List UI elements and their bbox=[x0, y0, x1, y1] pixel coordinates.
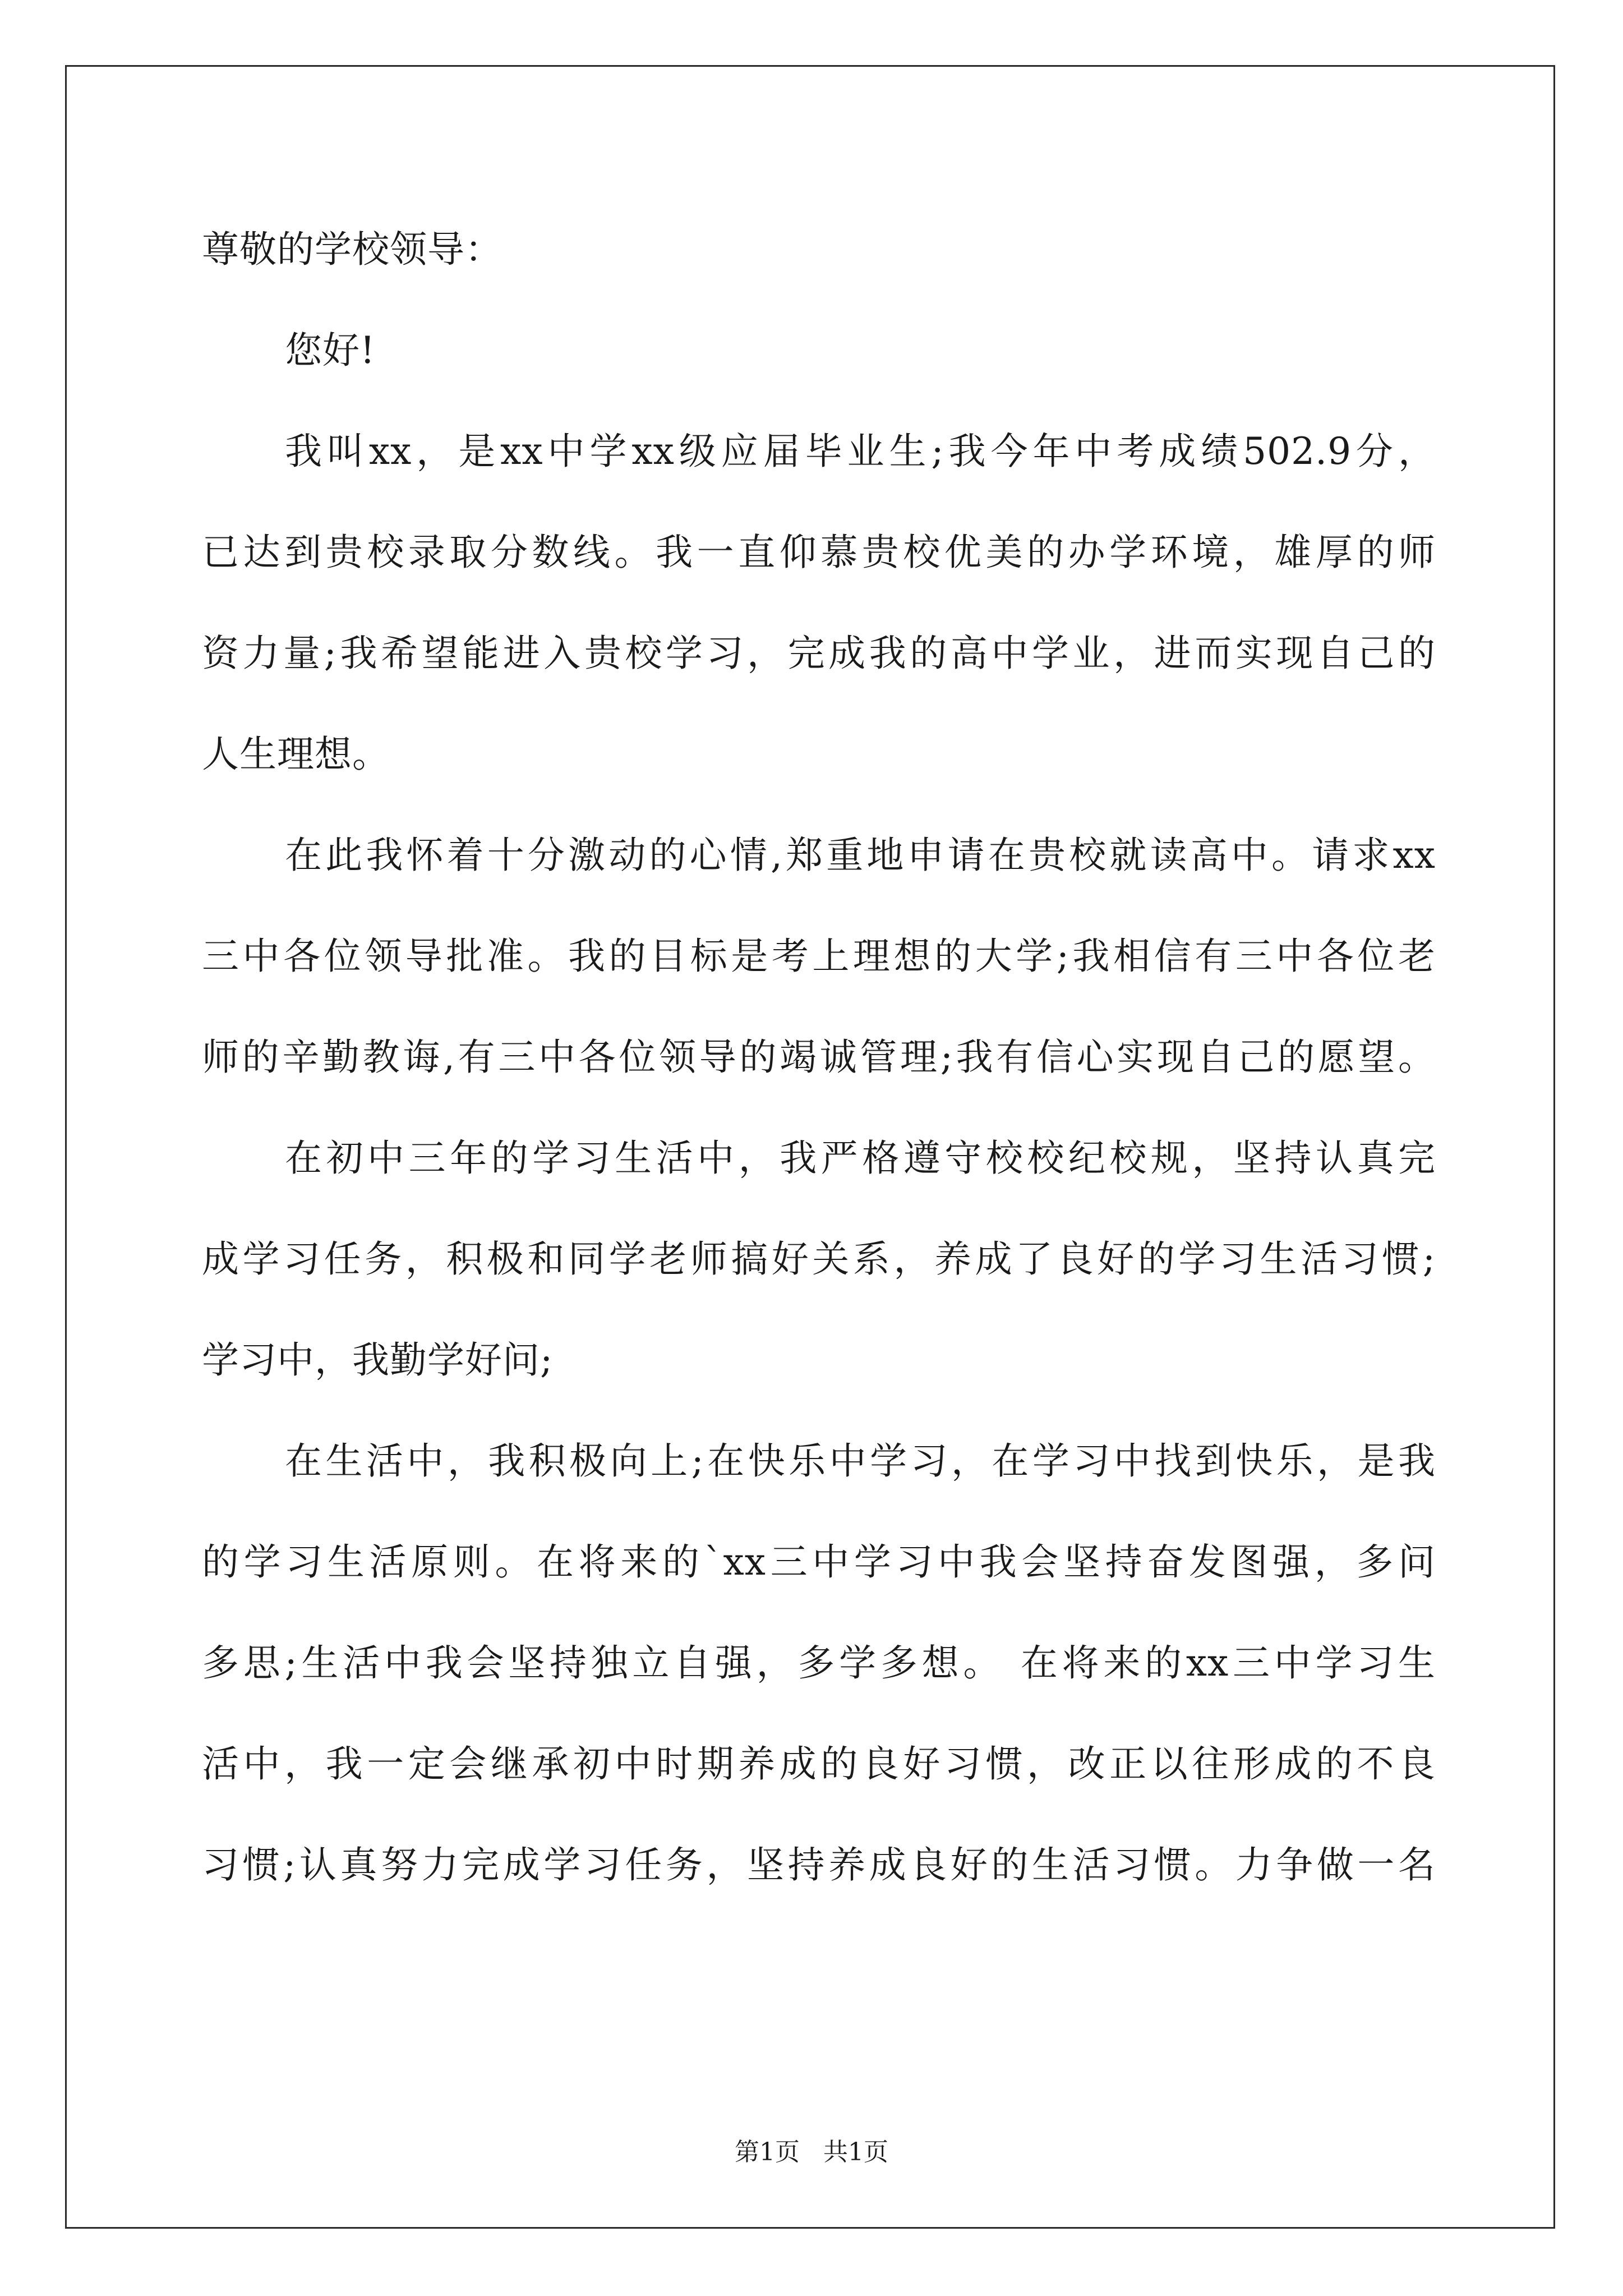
paragraph-line: 的学习生活原则。在将来的`xx三中学习中我会坚持奋发图强，多问 bbox=[202, 1540, 1436, 1584]
paragraph-line: 我叫xx，是xx中学xx级应届毕业生;我今年中考成绩502.9分， bbox=[285, 430, 1436, 473]
paragraph-line: 资力量;我希望能进入贵校学习，完成我的高中学业，进而实现自己的 bbox=[202, 632, 1436, 675]
paragraph-line: 三中各位领导批准。我的目标是考上理想的大学;我相信有三中各位老 bbox=[202, 935, 1436, 978]
paragraph-line: 人生理想。 bbox=[202, 733, 390, 776]
greeting: 您好! bbox=[285, 329, 376, 372]
letter-body bbox=[202, 199, 1436, 1916]
paragraph-line: 成学习任务，积极和同学老师搞好关系，养成了良好的学习生活习惯; bbox=[202, 1237, 1436, 1281]
salutation: 尊敬的学校领导： bbox=[202, 228, 502, 271]
paragraph-line: 习惯;认真努力完成学习任务，坚持养成良好的生活习惯。力争做一名 bbox=[202, 1843, 1436, 1887]
paragraph-line: 在此我怀着十分激动的心情,郑重地申请在贵校就读高中。请求xx bbox=[285, 834, 1436, 877]
page-number-footer: 第1页 共1页 bbox=[735, 2138, 888, 2166]
paragraph-line: 多思;生活中我会坚持独立自强，多学多想。 在将来的xx三中学习生 bbox=[202, 1641, 1436, 1685]
paragraph-line: 已达到贵校录取分数线。我一直仰慕贵校优美的办学环境，雄厚的师 bbox=[202, 531, 1436, 574]
paragraph-line: 在初中三年的学习生活中，我严格遵守校校纪校规，坚持认真完 bbox=[285, 1137, 1436, 1180]
paragraph-line: 学习中，我勤学好问; bbox=[202, 1338, 554, 1382]
paragraph-line: 在生活中，我积极向上;在快乐中学习，在学习中找到快乐，是我 bbox=[285, 1439, 1436, 1483]
paragraph-line: 师的辛勤教诲,有三中各位领导的竭诚管理;我有信心实现自己的愿望。 bbox=[202, 1036, 1436, 1079]
paragraph-line: 活中，我一定会继承初中时期养成的良好习惯，改正以往形成的不良 bbox=[202, 1742, 1436, 1786]
